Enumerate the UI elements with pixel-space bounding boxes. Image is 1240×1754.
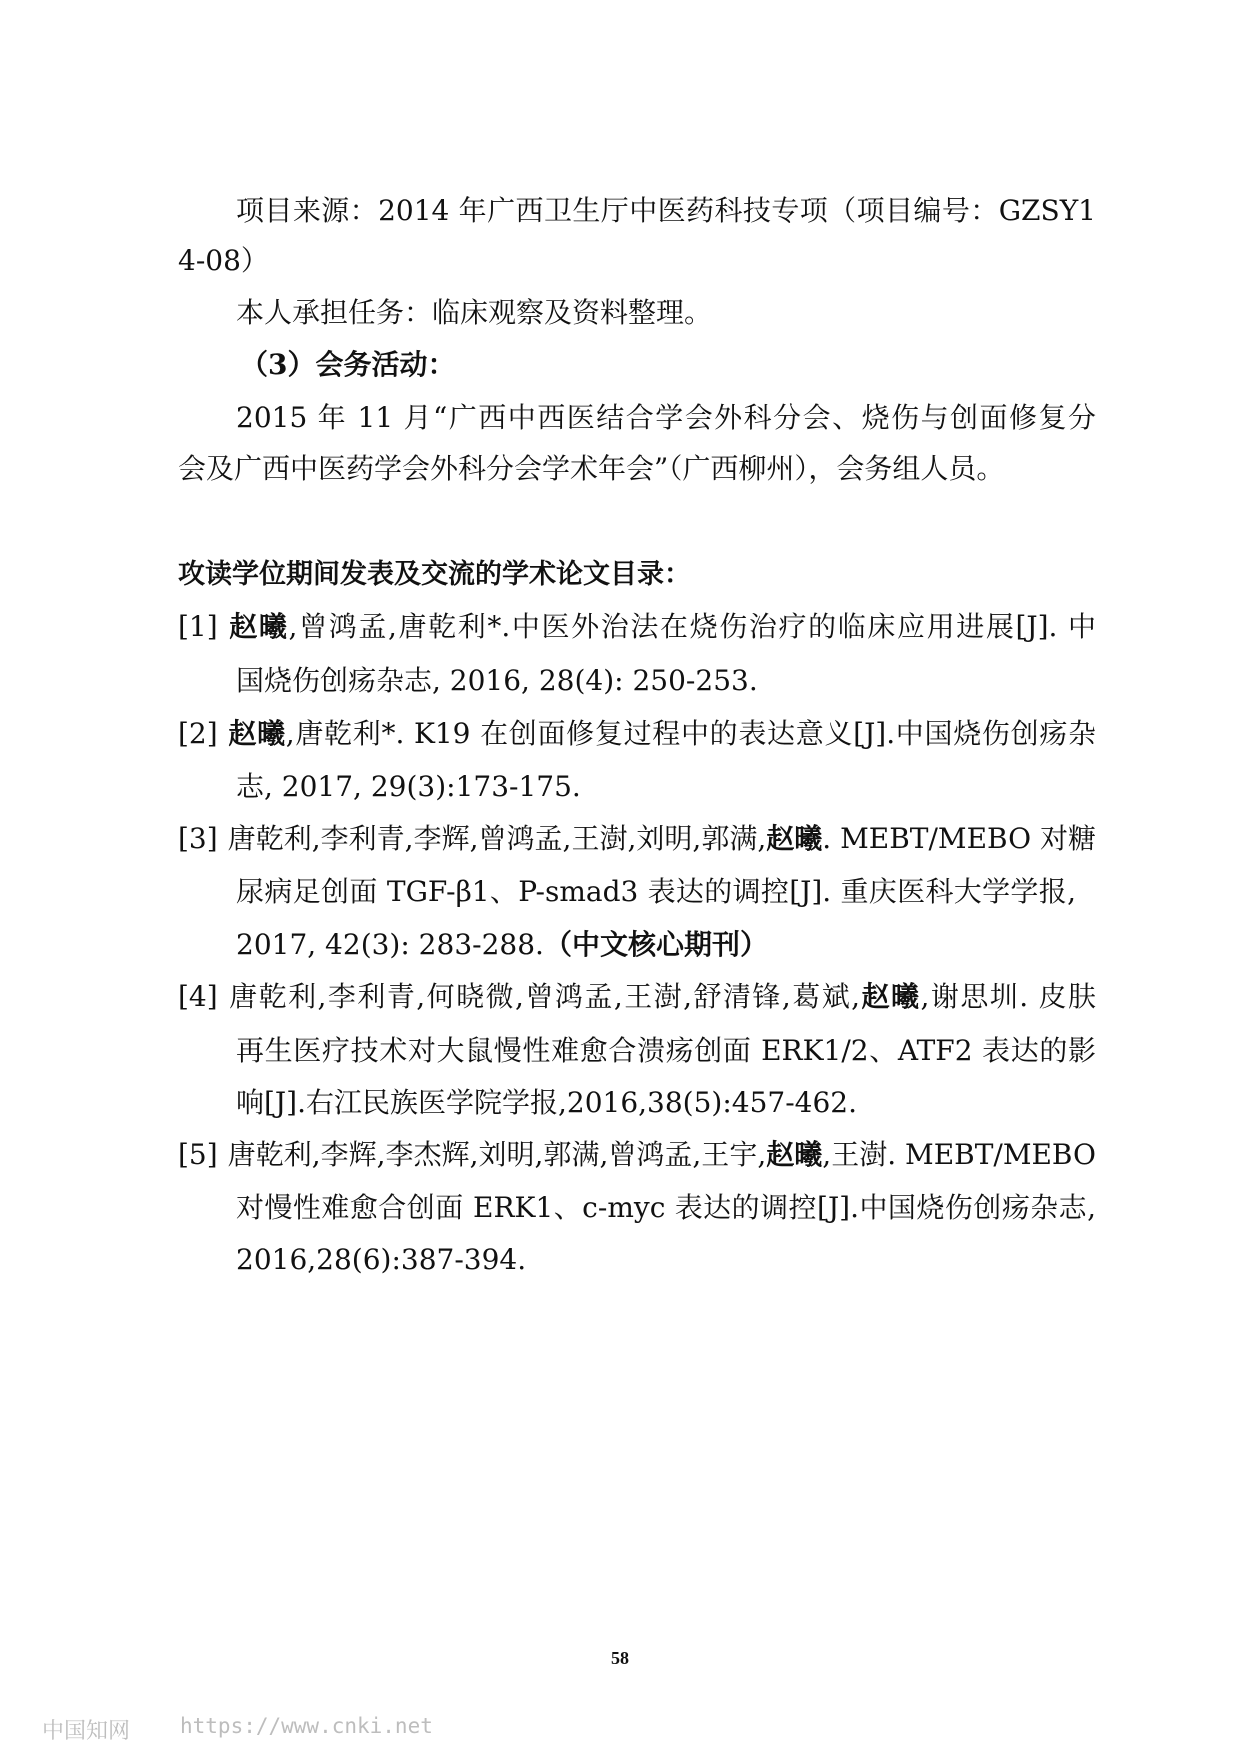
paper-3-line2: 尿病足创面 TGF-β1、P-smad3 表达的调控[J]. 重庆医科大学学报, <box>236 875 1076 908</box>
paper-3-authors: 唐乾利,李利青,李辉,曾鸿孟,王澍,刘明,郭满, <box>227 822 767 855</box>
paper-2-line2: 志, 2017, 29(3):173-175. <box>236 770 581 803</box>
project-source-line2: 4-08） <box>178 244 269 277</box>
meetings-line1: 2015 年 11 月“广西中西医结合学会外科分会、烧伤与创面修复分 <box>236 401 1096 434</box>
paper-3-line3 <box>236 927 768 963</box>
paper-3-text: . MEBT/MEBO 对糖 <box>822 822 1096 855</box>
paper-5-line3: 2016,28(6):387-394. <box>236 1243 527 1276</box>
meetings-heading <box>240 347 455 383</box>
paper-4-line2: 再生医疗技术对大鼠慢性难愈合溃疡创面 ERK1/2、ATF2 表达的影 <box>236 1034 1096 1067</box>
project-source-line1: 项目来源：2014 年广西卫生厅中医药科技专项（项目编号：GZSY1 <box>236 194 1096 227</box>
paper-5-line2: 对慢性难愈合创面 ERK1、c-myc 表达的调控[J].中国烧伤创疡杂志, <box>236 1191 1096 1224</box>
paper-3-citation: 2017, 42(3): 283-288. <box>236 928 544 961</box>
paper-5-line1 <box>178 1137 1096 1173</box>
project-task: 本人承担任务：临床观察及资料整理。 <box>236 296 713 329</box>
paper-1-text: ,曾鸿孟,唐乾利*.中医外治法在烧伤治疗的临床应用进展[J]. 中 <box>288 610 1096 643</box>
paper-5-text: ,王澍. MEBT/MEBO <box>822 1138 1096 1171</box>
page-number: 58 <box>611 1648 629 1668</box>
meetings-heading-text: （3）会务活动： <box>240 348 456 381</box>
paper-5-number: [5] <box>178 1138 218 1171</box>
paper-4-line1 <box>178 979 1096 1015</box>
paper-4-text: ,谢思圳. 皮肤 <box>920 980 1096 1013</box>
paper-2-author-highlight: 赵曦 <box>227 717 286 750</box>
paper-3-core-journal-note: （中文核心期刊） <box>543 928 768 961</box>
paper-1-line2: 国烧伤创疡杂志, 2016, 28(4): 250-253. <box>236 664 758 697</box>
paper-5-authors: 唐乾利,李辉,李杰辉,刘明,郭满,曾鸿孟,王宇, <box>227 1138 767 1171</box>
paper-3-line1 <box>178 821 1096 857</box>
paper-5-author-highlight: 赵曦 <box>766 1138 823 1171</box>
watermark-site-name: 中国知网 <box>42 1719 131 1744</box>
papers-heading: 攻读学位期间发表及交流的学术论文目录： <box>178 559 691 590</box>
paper-1-author-highlight: 赵曦 <box>227 610 289 643</box>
paper-4-author-highlight: 赵曦 <box>860 980 921 1013</box>
paper-4-number: [4] <box>178 980 218 1013</box>
paper-1-number: [1] <box>178 610 218 643</box>
paper-4-line3: 响[J].右江民族医学院学报,2016,38(5):457-462. <box>236 1086 858 1119</box>
paper-1-line1 <box>178 609 1096 645</box>
paper-2-line1 <box>178 716 1096 752</box>
paper-3-number: [3] <box>178 822 218 855</box>
paper-4-authors: 唐乾利,李利青,何晓微,曾鸿孟,王澍,舒清锋,葛斌, <box>227 980 861 1013</box>
watermark-url: https://www.cnki.net <box>180 1714 433 1738</box>
paper-2-number: [2] <box>178 717 218 750</box>
paper-2-text: ,唐乾利*. K19 在创面修复过程中的表达意义[J].中国烧伤创疡杂 <box>285 717 1096 750</box>
paper-3-author-highlight: 赵曦 <box>766 822 823 855</box>
meetings-line2: 会及广西中医药学会外科分会学术年会”（广西柳州），会务组人员。 <box>178 452 1005 485</box>
